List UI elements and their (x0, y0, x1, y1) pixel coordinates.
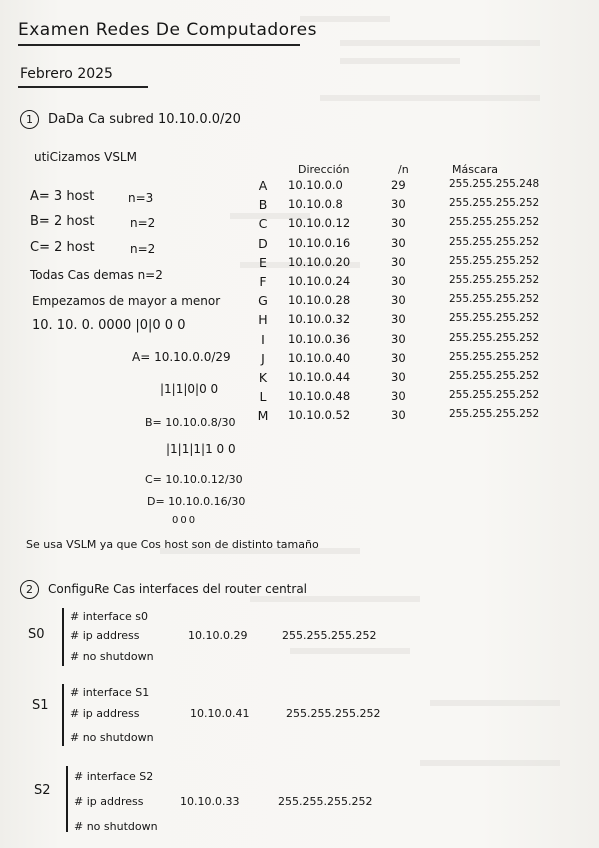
s1-cmd-ip: # ip address (70, 707, 140, 720)
row-mask: 255.255.255.252 (449, 216, 540, 229)
exam-title: Examen Redes De Computadores (18, 20, 317, 40)
bleed-through-mark (340, 58, 460, 64)
address-table-row (255, 370, 585, 388)
binary-step-2: |1|1|1|1 0 0 (166, 442, 236, 456)
bleed-through-mark (430, 700, 560, 706)
q1-statement: DaDa Ca subred 10.10.0.0/20 (48, 112, 241, 127)
row-prefix: 30 (391, 293, 406, 308)
address-table-row (255, 236, 585, 254)
row-mask: 255.255.255.252 (449, 370, 540, 382)
date-underline (18, 86, 148, 88)
row-address: 10.10.0.16 (288, 235, 351, 250)
address-table-row (255, 293, 585, 311)
s2-cmd-ip: # ip address (74, 795, 144, 808)
table-header-mask: Máscara (452, 163, 499, 176)
address-table-row (255, 197, 585, 215)
row-prefix: 30 (391, 274, 406, 288)
s2-cmd-noshut: # no shutdown (74, 820, 158, 833)
continuation-dots: 000 (172, 515, 198, 526)
q1-conclusion: Se usa VSLM ya que Cos host son de distinto tamaño (26, 538, 319, 551)
row-address: 10.10.0.24 (288, 274, 351, 288)
interface-s0-label: S0 (28, 627, 45, 642)
address-table-row (255, 274, 585, 292)
s1-mask: 255.255.255.252 (286, 707, 381, 720)
table-header-prefix: /n (398, 163, 409, 176)
row-mask: 255.255.255.248 (449, 178, 540, 190)
row-address: 10.10.0.20 (288, 254, 351, 269)
subnet-c-result: C= 10.10.0.12/30 (145, 473, 243, 486)
row-mask: 255.255.255.252 (449, 350, 540, 363)
subnet-a-result: A= 10.10.0.0/29 (132, 350, 231, 364)
address-table-row (255, 312, 585, 330)
bleed-through-mark (250, 596, 420, 602)
row-letter: H (258, 312, 268, 328)
row-prefix: 30 (391, 331, 406, 346)
q1-method: utiCizamos VSLM (34, 150, 137, 164)
table-header-address: Dirección (298, 163, 350, 176)
address-table-row (255, 255, 585, 273)
exam-date: Febrero 2025 (20, 66, 113, 82)
row-prefix: 30 (391, 197, 406, 212)
row-letter: D (258, 235, 268, 251)
bleed-through-mark (320, 95, 540, 101)
q2-statement: ConfiguRe Cas interfaces del router central (48, 582, 308, 596)
interface-s2-label: S2 (34, 783, 51, 798)
row-mask: 255.255.255.252 (449, 197, 540, 210)
row-letter: I (261, 331, 265, 347)
row-prefix: 30 (391, 350, 406, 365)
title-underline (18, 44, 300, 46)
order-note: Empezamos de mayor a menor (32, 294, 221, 308)
row-address: 10.10.0.48 (288, 389, 351, 404)
bleed-through-mark (340, 40, 540, 46)
address-table-row (255, 332, 585, 350)
address-table-row (255, 389, 585, 407)
row-letter: B (258, 197, 268, 213)
s1-brace (62, 684, 64, 746)
row-prefix: 30 (391, 389, 406, 404)
subnet-b-result: B= 10.10.0.8/30 (145, 416, 236, 429)
host-b-n: n=2 (130, 216, 156, 230)
row-address: 10.10.0.28 (288, 293, 351, 308)
s0-cmd-noshut: # no shutdown (70, 650, 154, 663)
row-letter: G (258, 293, 268, 309)
row-prefix: 30 (391, 408, 406, 423)
row-mask: 255.255.255.252 (449, 408, 540, 421)
host-c-label: C= 2 host (30, 240, 95, 255)
row-address: 10.10.0.40 (288, 350, 351, 365)
s0-ip: 10.10.0.29 (188, 629, 248, 642)
row-letter: J (261, 350, 265, 366)
row-prefix: 29 (391, 178, 406, 192)
host-b-label: B= 2 host (30, 214, 95, 229)
address-table-row (255, 351, 585, 369)
row-letter: K (258, 370, 268, 385)
address-table-row (255, 216, 585, 234)
s1-ip: 10.10.0.41 (190, 707, 250, 720)
row-letter: C (258, 216, 268, 232)
others-note: Todas Cas demas n=2 (30, 268, 163, 282)
question-1-number: 1 (20, 110, 39, 129)
row-letter: F (259, 274, 267, 289)
row-address: 10.10.0.12 (288, 216, 351, 231)
binary-breakdown: 10. 10. 0. 0000 |0|0 0 0 (32, 318, 186, 333)
row-address: 10.10.0.0 (288, 178, 343, 192)
s0-cmd-interface: # interface s0 (70, 610, 148, 623)
row-mask: 255.255.255.252 (449, 293, 540, 306)
address-table-row (255, 408, 585, 426)
row-address: 10.10.0.52 (288, 408, 351, 423)
interface-s1-label: S1 (32, 698, 49, 713)
row-prefix: 30 (391, 216, 406, 231)
row-mask: 255.255.255.252 (449, 331, 540, 344)
row-letter: L (259, 389, 267, 405)
row-address: 10.10.0.32 (288, 312, 351, 327)
row-letter: M (257, 408, 269, 424)
host-c-n: n=2 (130, 242, 156, 256)
row-prefix: 30 (391, 235, 406, 250)
bleed-through-mark (420, 760, 560, 766)
bleed-through-mark (290, 648, 410, 654)
address-table-row (255, 178, 585, 196)
row-prefix: 30 (391, 312, 406, 327)
s0-brace (62, 608, 64, 666)
row-address: 10.10.0.36 (288, 331, 351, 346)
row-address: 10.10.0.8 (288, 197, 343, 212)
s2-mask: 255.255.255.252 (278, 795, 373, 808)
row-prefix: 30 (391, 370, 406, 384)
row-mask: 255.255.255.252 (449, 235, 540, 248)
host-a-label: A= 3 host (30, 189, 95, 204)
row-letter: A (258, 178, 268, 193)
row-letter: E (259, 254, 267, 270)
host-a-n: n=3 (128, 191, 154, 205)
s2-ip: 10.10.0.33 (180, 795, 240, 808)
row-mask: 255.255.255.252 (449, 389, 540, 402)
s0-mask: 255.255.255.252 (282, 629, 377, 642)
row-mask: 255.255.255.252 (449, 254, 540, 267)
s1-cmd-noshut: # no shutdown (70, 731, 154, 744)
binary-step-1: |1|1|0|0 0 (160, 382, 219, 396)
s2-brace (66, 766, 68, 832)
row-mask: 255.255.255.252 (449, 312, 540, 325)
s2-cmd-interface: # interface S2 (74, 770, 154, 783)
subnet-d-result: D= 10.10.0.16/30 (147, 495, 246, 508)
row-address: 10.10.0.44 (288, 370, 351, 384)
s0-cmd-ip: # ip address (70, 629, 140, 642)
s1-cmd-interface: # interface S1 (70, 686, 150, 699)
row-mask: 255.255.255.252 (449, 274, 540, 286)
row-prefix: 30 (391, 254, 406, 269)
question-2-number: 2 (20, 580, 39, 599)
